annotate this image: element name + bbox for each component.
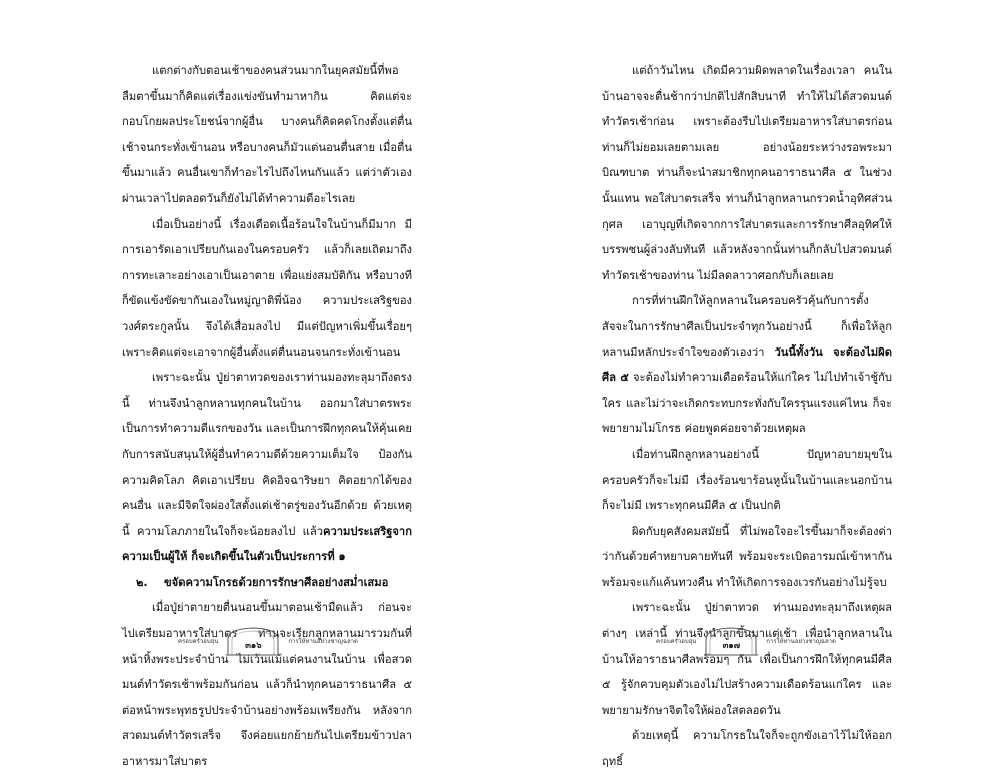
right-footer-label: ครอบครัวอบอุ่น [656, 638, 697, 645]
section-number: ๒. [136, 575, 148, 589]
right-page-number: ๓๑๗ [722, 641, 741, 651]
left-paragraph-2: เมื่อเป็นอย่างนี้ เรื่องเดือดเนื้อร้อนใจในบ้านก็มีมาก มีการเอารัดเอาเปรียบกันเองในครอบครัว แล้วก็เลยเถิดมาถึงการทะเลาะอย่างเอาเป็นเอาตาย เพื่อแย่งสมบัติกัน หรือบางทีก็ขัดแข้งขัดขากันเองในหมู่ญาติพี่น้อง ความประเสริฐของวงศ์ตระกูลนั้น จึงได้เสื่อมลงไป มีแต่ปัญหาเพิ่มขึ้นเรื่อยๆ เพราะคิดแต่จะเอาจากผู้อื่นตั้งแต่ตื่นนอนจนกระทั่งเข้านอน [122, 217, 412, 359]
right-page-emblem [702, 625, 760, 657]
left-page [0, 0, 500, 769]
left-paragraph-3 [122, 365, 412, 570]
right-paragraph-6: ด้วยเหตุนี้ ความโกรธในใจก็จะถูกขังเอาไว้ไม่ให้ออกฤทธิ์ [602, 729, 892, 769]
left-page-number: ๓๑๖ [245, 641, 262, 651]
left-paragraph-1: แตกต่างกับตอนเช้าของคนส่วนมากในยุคสมัยนี้ที่พอลืมตาขึ้นมาก็คิดแต่เรื่องแข่งขันทำมาหากิน คิดแต่จะกอบโกยผลประโยชน์จากผู้อื่น บางคนก็คิดคดโกงตั้งแต่ตื่นเช้าจนกระทั่งเข้านอน หรือบางคนก็มัวแต่นอนตื่นสาย เมื่อตื่นขึ้นมาแล้ว คนอื่นเขาก็ทำอะไรไปถึงไหนกันแล้ว แต่ว่าตัวเองผ่านเวลาไปตลอดวันก็ยังไม่ได้ทำความดีอะไรเลย [122, 64, 412, 205]
right-page [500, 0, 1000, 769]
right-footer-label-2: การให้ทานอย่างชาญฉลาด [766, 638, 836, 645]
left-page-emblem [224, 625, 282, 657]
right-paragraph-4: ผิดกับยุคสังคมสมัยนี้ ที่ไม่พอใจอะไรขึ้นมาก็จะต้องด่าว่ากันด้วยคำหยาบคายทันที พร้อมจะระเบิดอารมณ์เข้าหากัน พร้อมจะแก้แค้นทวงคืน ทำให้เกิดการจองเวรกันอย่างไม่รู้จบ [602, 524, 892, 589]
right-footer [656, 624, 836, 658]
right-paragraph-2-bold: วันนี้ทั้งวัน จะต้องไม่ผิดศีล ๕ [602, 345, 893, 385]
right-paragraph-2-b: จะต้องไม่ทำความเดือดร้อนให้แก่ใคร ไม่ไปทำเจ้าชู้กับใคร และไม่ว่าจะเกิดกระทบกระทั่งกับใครรุนแรงแค่ไหน ก็จะพยายามไม่โกรธ ค่อยพูดค่อยจาด้วยเหตุผล [602, 371, 893, 436]
section-heading [122, 570, 412, 596]
left-footer-label: ครอบครัวอบอุ่น [178, 638, 219, 645]
left-paragraph-4: เมื่อปู่ย่าตายายตื่นนอนขึ้นมาตอนเช้ามืดแล้ว ก่อนจะไปเตรียมอาหารใส่บาตร ท่านจะเรียกลูกหลานมารวมกันที่หน้าหิ้งพระประจำบ้าน ไม่เว้นแม้แต่คนงานในบ้าน เพื่อสวดมนต์ทำวัตรเช้าพร้อมกันก่อน แล้วก็นำทุกคนอาราธนาศีล ๕ ต่อหน้าพระพุทธรูปประจำบ้านอย่างพร้อมเพรียงกัน หลังจากสวดมนต์ทำวัตรเสร็จ จึงค่อยแยกย้ายกันไปเตรียมข้าวปลาอาหารมาใส่บาตร [122, 601, 412, 769]
right-paragraph-5: เพราะฉะนั้น ปู่ย่าตาทวด ท่านมองทะลุมาถึงเหตุผลต่างๆ เหล่านี้ ท่านจึงนำลูกขึ้นมาแต่เช้า เพื่อนำลูกหลานในบ้านให้อาราธนาศีลพร้อมๆ กัน เพื่อเป็นการฝึกให้ทุกคนมีศีล ๕ รู้จักควบคุมตัวเองไม่ไปสร้างความเดือดร้อนแก่ใคร และพยายามรักษาจิตใจให้ผ่องใสตลอดวัน [602, 601, 892, 717]
right-paragraph-2 [602, 288, 892, 442]
right-paragraph-1: แต่ถ้าวันไหน เกิดมีความผิดพลาดในเรื่องเวลา คนในบ้านอาจจะตื่นช้ากว่าปกติไปสักสิบนาที ทำให้ไม่ได้สวดมนต์ทำวัตรเช้าก่อน เพราะต้องรีบไปเตรียมอาหารใส่บาตรก่อน ท่านก็ไม่ยอมเลยตามเลย อย่างน้อยระหว่างรอพระมาบิณฑบาต ท่านก็จะนำสมาชิกทุกคนอาราธนาศีล ๕ ในช่วงนั้นแทน พอใส่บาตรเสร็จ ท่านก็นำลูกหลานกรวดน้ำอุทิศส่วนกุศล เอาบุญที่เกิดจากการใส่บาตรและการรักษาศีลอุทิศให้บรรพชนผู้ล่วงลับทันที แล้วหลังจากนั้นท่านก็กลับไปสวดมนต์ทำวัตรเช้าของท่าน ไม่มีลดลาวาศอกกับก็เลยเลย [602, 64, 892, 282]
right-paragraph-3: เมื่อท่านฝึกลูกหลานอย่างนี้ ปัญหาอบายมุขในครอบครัวก็จะไม่มี เรื่องร้อนขาร้อนหูนั้นในบ้านและนอกบ้าน ก็จะไม่มี เพราะทุกคนมีศีล ๕ เป็นปกติ [602, 447, 892, 513]
left-paragraph-3-text: เพราะฉะนั้น ปู่ย่าตาทวดของเราท่านมองทะลุมาถึงตรงนี้ ท่านจึงนำลูกหลานทุกคนในบ้าน ออกมาใส่บาตรพระ เป็นการทำความดีแรกของวัน และเป็นการฝึกทุกคนให้คุ้นเคยกับการสนับสนุนให้ผู้อื่นทำความดีด้วยความเต็มใจ ป้องกันความคิดโลภ คิดเอาเปรียบ คิดอิจฉาริษยา คิดอยากได้ของคนอื่น และมีจิตใจผ่องใสตั้งแต่เช้าตรู่ของวันอีกด้วย ด้วยเหตุนี้ ความโลภภายในใจก็จะน้อยลงไป แล้ว [122, 371, 412, 538]
left-footer [178, 624, 358, 658]
left-footer-label-2: การให้ทานอย่างชาญฉลาด [288, 638, 358, 645]
left-paragraph-3-bold: ความประเสริฐจากความเป็นผู้ให้ ก็จะเกิดขึ้นในตัวเป็นประการที่ ๑ [122, 524, 412, 564]
section-title: ขจัดความโกรธด้วยการรักษาศีลอย่างสม่ำเสมอ [164, 575, 389, 589]
left-page-body [122, 58, 412, 775]
right-page-body [602, 58, 892, 775]
right-paragraph-2-a: การที่ท่านฝึกให้ลูกหลานในครอบครัวคุ้นกับการตั้งสัจจะในการรักษาศีลเป็นประจำทุกวันอย่างนี้ ก็เพื่อให้ลูกหลานมีหลักประจำใจของตัวเองว่า [602, 294, 892, 359]
